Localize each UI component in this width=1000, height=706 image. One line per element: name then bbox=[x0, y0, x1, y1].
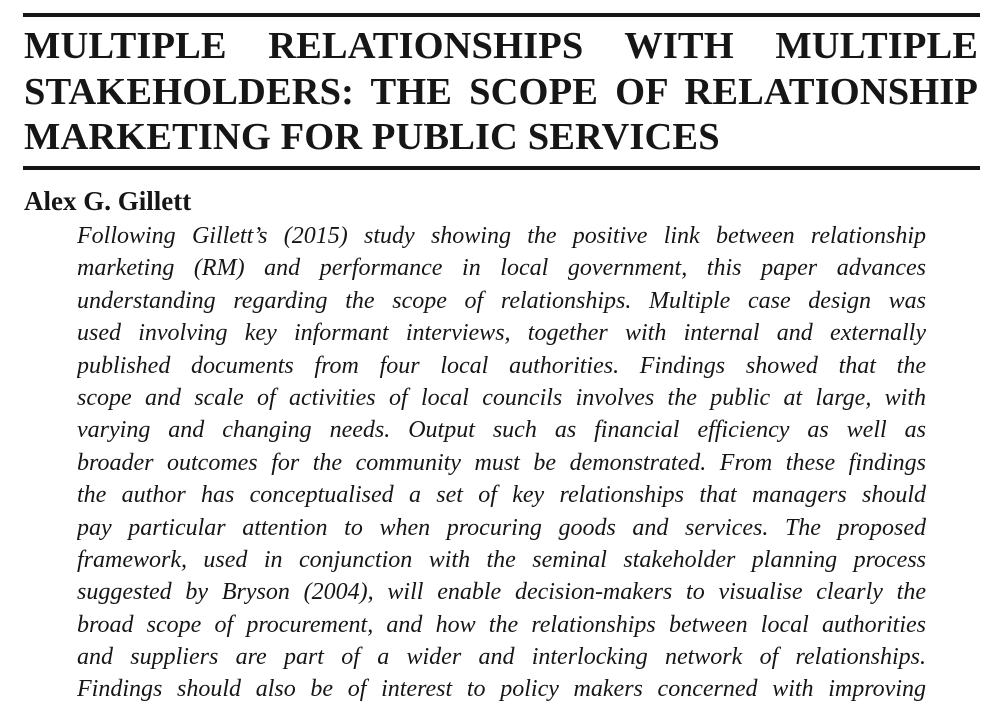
bottom-rule bbox=[23, 166, 980, 170]
abstract-line: published documents from four local authorities. Findings showed that the bbox=[77, 352, 926, 379]
abstract bbox=[77, 220, 926, 706]
author-name: Alex G. Gillett bbox=[24, 186, 192, 216]
abstract-line: scope and scale of activities of local councils involves the public at large, with bbox=[77, 384, 926, 411]
abstract-line: the author has conceptualised a set of key relationships that managers should bbox=[77, 482, 926, 509]
paper-title bbox=[24, 24, 978, 161]
abstract-line: suggested by Bryson (2004), will enable decision-makers to visualise clearly the bbox=[77, 579, 926, 606]
abstract-line: used involving key informant interviews, together with internal and externally bbox=[77, 320, 926, 347]
title-line: MULTIPLE RELATIONSHIPS WITH MULTIPLE bbox=[24, 25, 978, 67]
abstract-line: understanding regarding the scope of relationships. Multiple case design was bbox=[77, 287, 926, 314]
abstract-line: broader outcomes for the community must be demonstrated. From these findings bbox=[77, 449, 926, 476]
title-line: STAKEHOLDERS: THE SCOPE OF RELATIONSHIP bbox=[24, 70, 978, 113]
top-rule bbox=[23, 13, 980, 17]
title-line: MARKETING FOR PUBLIC SERVICES bbox=[24, 116, 720, 158]
abstract-line: and suppliers are part of a wider and interlocking network of relationships. bbox=[77, 644, 926, 671]
abstract-line: pay particular attention to when procuring goods and services. The proposed bbox=[77, 514, 926, 541]
abstract-line: Findings should also be of interest to policy makers concerned with improving bbox=[77, 676, 926, 703]
abstract-line: broad scope of procurement, and how the relationships between local authorities bbox=[77, 611, 926, 638]
abstract-line: Following Gillett’s (2015) study showing the positive link between relationship bbox=[77, 223, 926, 249]
abstract-line: framework, used in conjunction with the seminal stakeholder planning process bbox=[77, 546, 926, 573]
abstract-line: varying and changing needs. Output such as financial efficiency as well as bbox=[77, 417, 926, 444]
abstract-line: marketing (RM) and performance in local government, this paper advances bbox=[77, 255, 926, 282]
